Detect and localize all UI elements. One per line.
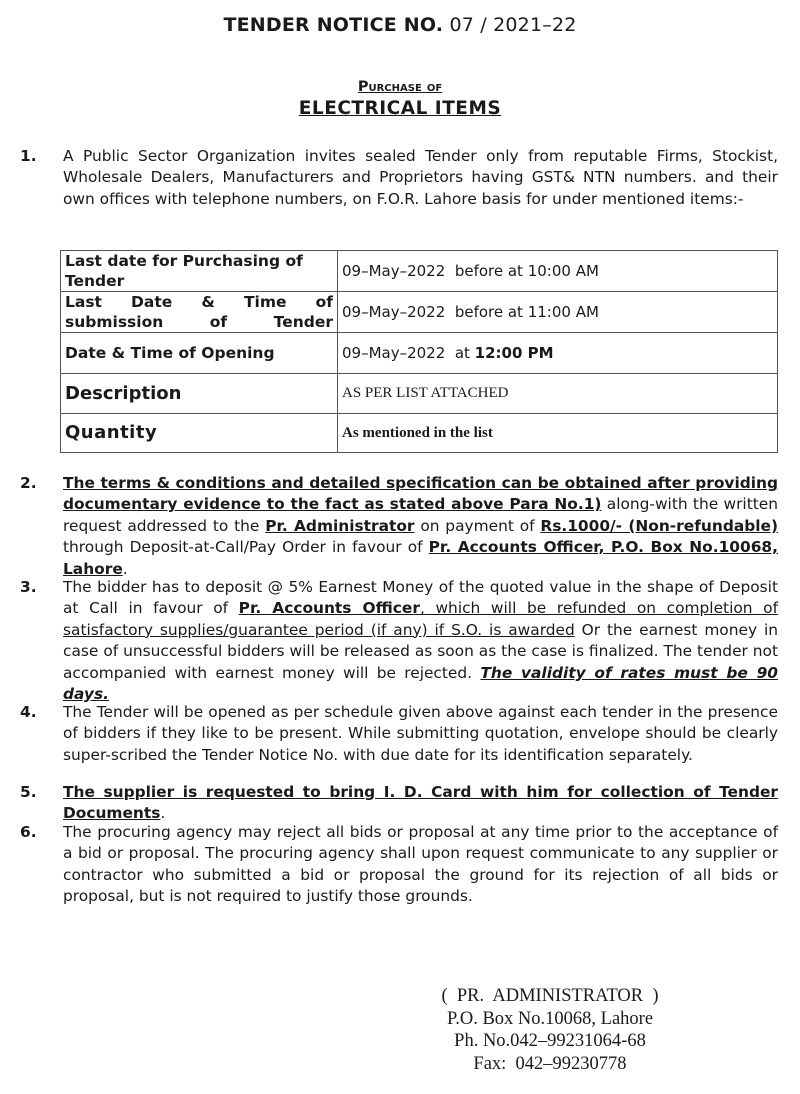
para-5-underlined: The supplier is requested to bring I. D. Card with him for collection of Tender Documents (63, 783, 778, 823)
schedule-time: before at 11:00 AM (445, 303, 599, 321)
para-3-accounts-officer: Pr. Accounts Officer (238, 599, 420, 618)
schedule-label: Date & Time of Opening (61, 333, 338, 374)
para-5-text-end: . (160, 804, 166, 823)
schedule-date: 09–May–2022 (342, 344, 446, 362)
tender-notice-title (0, 14, 800, 36)
schedule-label: Last Date & Time of submission of Tender (61, 292, 338, 333)
signature-title: ( PR. ADMINISTRATOR ) (441, 986, 659, 1006)
para-1-text: A Public Sector Organization invites sealed Tender only from reputable Firms, Stockist, Wholesale Dealers, Manufacturers and Proprietors having GST& NTN numbers. and their own offices with telephone numbers, on F.O.R. Lahore basis for under mentioned items:- (63, 147, 778, 208)
schedule-label: Last date for Purchasing of Tender (61, 251, 338, 292)
tender-number: 07 / 2021–22 (449, 14, 577, 36)
schedule-time-prefix: at (445, 344, 475, 362)
schedule-row (61, 414, 778, 453)
schedule-label: Description (61, 374, 338, 414)
schedule-table (60, 250, 778, 453)
para-2-text (63, 473, 778, 580)
para-2-text-c: through Deposit-at-Call/Pay Order in favour of (63, 538, 429, 557)
schedule-time: before at 10:00 AM (445, 262, 599, 280)
schedule-time-bold: 12:00 PM (474, 344, 554, 362)
para-1-number: 1. (20, 147, 37, 165)
schedule-label: Quantity (61, 414, 338, 453)
schedule-date: 09–May–2022 (342, 303, 446, 321)
subtitle-purchase-of: Purchase of (357, 79, 443, 95)
signature-phone: Ph. No.042–99231064-68 (454, 1031, 646, 1051)
para-6-number: 6. (20, 823, 37, 841)
para-2-text-b: on payment of (414, 516, 541, 535)
para-2-accounts-officer: Pr. Accounts Officer, P.O. Box No.10068, Lahore (63, 538, 778, 578)
schedule-value: AS PER LIST ATTACHED (338, 374, 778, 414)
para-5-number: 5. (20, 783, 37, 801)
schedule-row (61, 374, 778, 414)
schedule-date: 09–May–2022 (342, 262, 446, 280)
subtitle-electrical-items: ELECTRICAL ITEMS (298, 98, 502, 119)
para-2-text-d: . (122, 559, 128, 578)
schedule-value (338, 251, 778, 292)
para-2-number: 2. (20, 474, 37, 492)
para-3-number: 3. (20, 578, 37, 596)
para-2-administrator: Pr. Administrator (265, 516, 415, 535)
schedule-row (61, 251, 778, 292)
schedule-value (338, 333, 778, 374)
para-4-text: The Tender will be opened as per schedule given above against each tender in the presence of bidders if they like to be present. While submitting quotation, envelope should be clearly super-scribed the Tender Notice No. with due date for its identification separately. (63, 703, 778, 764)
signature-address: P.O. Box No.10068, Lahore (446, 1008, 654, 1029)
schedule-value (338, 292, 778, 333)
para-3-refund-clause: , which will be refunded on completion of satisfactory supplies/guarantee period (if any) if S.O. is awarded (63, 599, 778, 639)
schedule-row (61, 292, 778, 333)
signature-fax: Fax: 042–99230778 (473, 1053, 627, 1074)
para-3-text-a: The bidder has to deposit @ 5% Earnest Money of the quoted value in the shape of Deposit at Call in favour of (63, 578, 778, 618)
para-3-text (63, 577, 778, 705)
para-5-text (63, 782, 778, 825)
schedule-row (61, 333, 778, 374)
para-3-text-b: Or the earnest money in case of unsuccessful bidders will be released as soon as the case is finalized. The tender not accompanied with earnest money will be rejected. (63, 620, 778, 682)
signature-block (400, 985, 700, 1075)
para-3-validity: The validity of rates must be 90 days. (63, 663, 779, 704)
para-2-fee: Rs.1000/- (Non-refundable) (540, 516, 778, 535)
title-prefix: TENDER NOTICE NO. (223, 14, 444, 36)
para-4-number: 4. (20, 703, 37, 721)
para-2-text-a: along-with the written request addressed to the (63, 495, 778, 535)
schedule-value: As mentioned in the list (338, 414, 778, 453)
para-2-underlined: The terms & conditions and detailed specification can be obtained after providing documentary evidence to the fact as stated above Para No.1) (63, 474, 778, 514)
para-6-text: The procuring agency may reject all bids or proposal at any time prior to the acceptance of a bid or proposal. The procuring agency shall upon request communicate to any supplier or contractor who submitted a bid or proposal the ground for its rejection of all bids or proposal, but is not required to justify those grounds. (63, 823, 778, 906)
